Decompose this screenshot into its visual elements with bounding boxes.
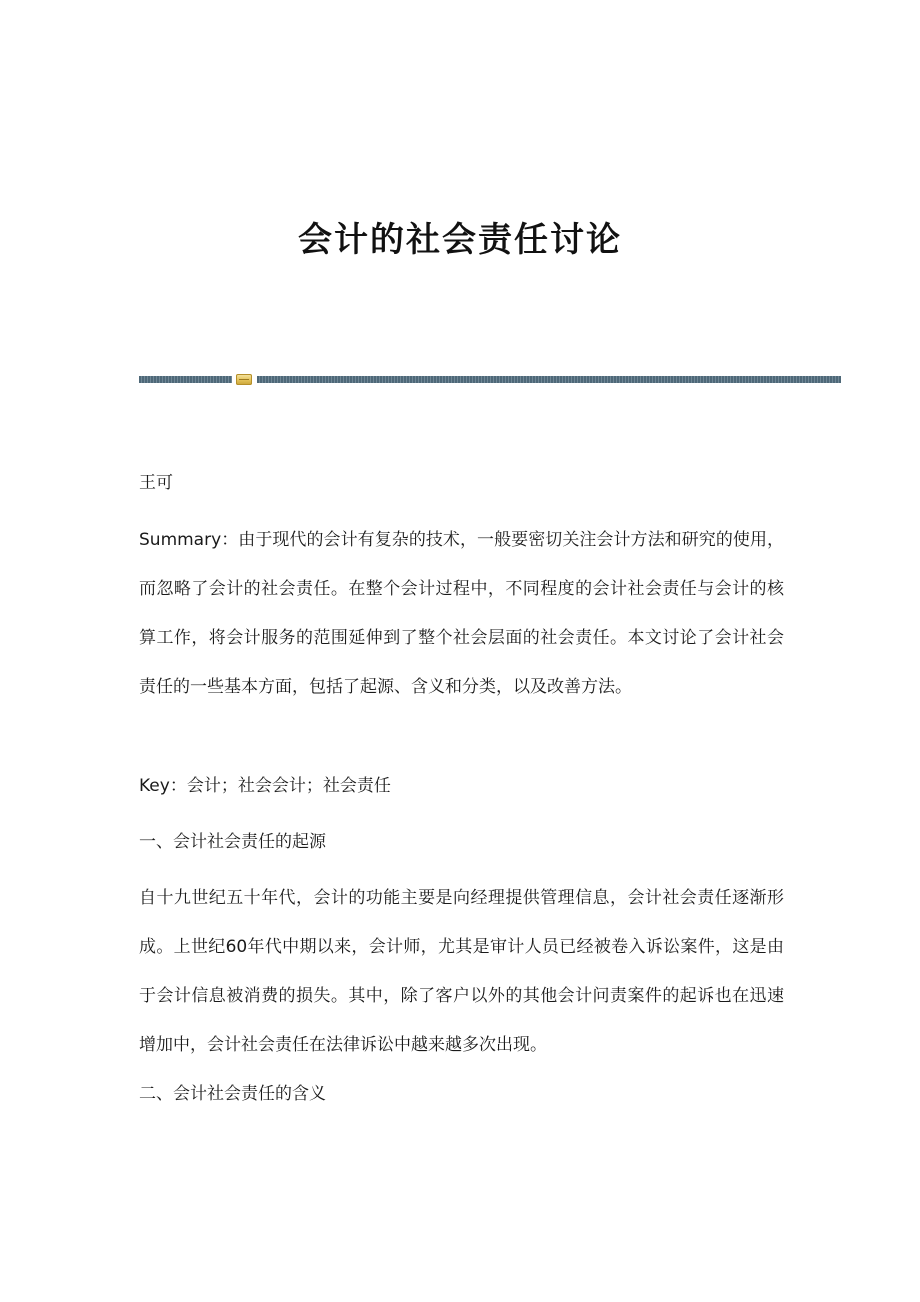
section-heading-origin: 一、会计社会责任的起源: [139, 832, 326, 852]
section-paragraph-origin: 自十九世纪五十年代，会计的功能主要是向经理提供管理信息，会计社会责任逐渐形成。上世纪60年代中期以来，会计师，尤其是审计人员已经被卷入诉讼案件，这是由于会计信息被消费的损失。其中，除了客户以外的其他会计问责案件的起诉也在迅速增加中，会计社会责任在法律诉讼中越来越多次出现。: [139, 888, 784, 1055]
summary-paragraph: Summary：由于现代的会计有复杂的技术，一般要密切关注会计方法和研究的使用，而忽略了会计的社会责任。在整个会计过程中，不同程度的会计社会责任与会计的核算工作，将会计服务的范围延伸到了整个社会层面的社会责任。本文讨论了会计社会责任的一些基本方面，包括了起源、含义和分类，以及改善方法。: [139, 530, 784, 697]
divider-bar-left: [139, 376, 232, 383]
document-title: 会计的社会责任讨论: [298, 220, 622, 260]
author-name: 王可: [139, 473, 173, 493]
title-divider: [139, 374, 841, 384]
divider-bar-right: [257, 376, 841, 383]
keywords-line: Key：会计；社会会计；社会责任: [139, 776, 391, 796]
ornament-icon: [236, 374, 252, 385]
section-heading-meaning: 二、会计社会责任的含义: [139, 1084, 326, 1104]
